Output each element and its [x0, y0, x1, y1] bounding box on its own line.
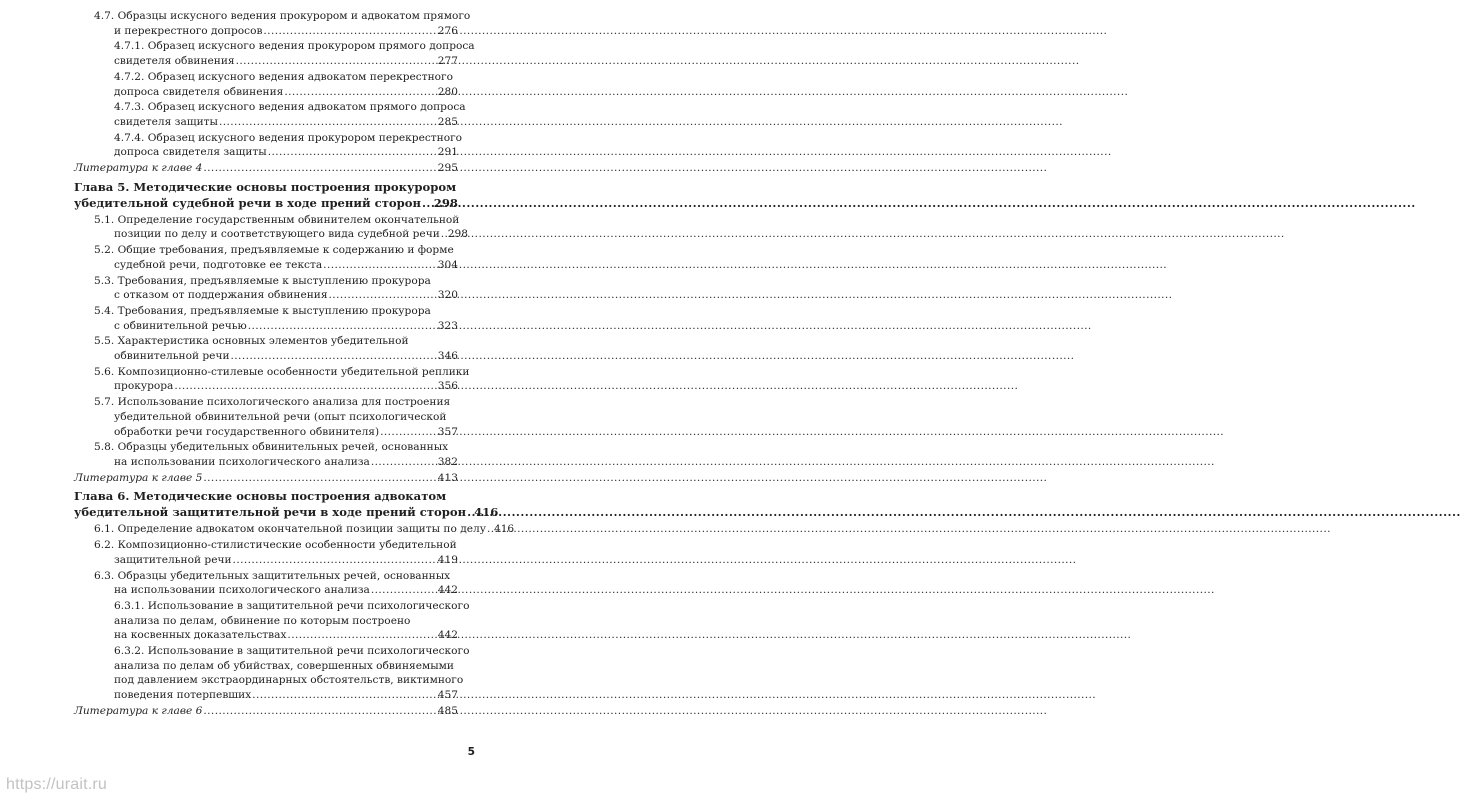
toc-line [114, 39, 475, 54]
toc-text: защитительной речи [114, 553, 232, 566]
toc-line [74, 161, 458, 176]
toc-text: позиции по делу и соответствующего вида судебной речи [114, 228, 440, 241]
toc-page-number: 276 [437, 24, 458, 37]
toc-line [94, 522, 515, 537]
dot-leader [231, 349, 437, 364]
dot-leader [219, 115, 437, 130]
toc-text: 6.3.2. Использование в защитительной речи психологического [114, 645, 470, 658]
toc-line [114, 688, 458, 703]
toc-page-number: 457 [437, 689, 458, 702]
toc-entry[interactable] [74, 70, 458, 99]
toc-line [114, 659, 458, 674]
toc-text: 6.3. Образцы убедительных защитительных речей, основанных [94, 569, 451, 582]
toc-line [94, 243, 458, 258]
toc-page-number: 295 [437, 162, 458, 175]
toc-page-number: 419 [437, 553, 458, 566]
toc-text: анализа по делам, обвинение по которым построено [114, 614, 411, 627]
toc-line [74, 179, 458, 195]
dot-leader [248, 319, 437, 334]
toc-page-number: 357 [437, 425, 458, 438]
toc-page-number: 416 [474, 505, 499, 520]
toc-text: анализа по делам об убийствах, совершенных обвиняемыми [114, 659, 454, 672]
toc-page-number: 285 [437, 115, 458, 128]
toc-page-number: 442 [437, 584, 458, 597]
toc-text: 4.7.2. Образец искусного ведения адвокатом перекрестного [114, 70, 453, 83]
toc-entry[interactable] [74, 395, 458, 439]
toc-line [94, 227, 468, 242]
toc-page-number: 413 [437, 471, 458, 484]
toc-text: убедительной защитительной речи в ходе прений сторон [74, 505, 467, 520]
toc-text: Литература к главе 4 [74, 162, 203, 175]
toc-text: 6.2. Композиционно-стилистические особенности убедительной [94, 539, 457, 552]
dot-leader [329, 288, 437, 303]
toc-text: обвинительной речи [114, 350, 230, 363]
toc-text: с обвинительной речью [114, 319, 247, 332]
toc-entry[interactable] [74, 9, 471, 38]
toc-text: Глава 5. Методические основы построения прокурором [74, 179, 457, 194]
toc-line [114, 85, 458, 100]
toc-entry[interactable] [74, 365, 470, 394]
toc-line [94, 410, 458, 425]
toc-line [94, 379, 458, 394]
toc-literature[interactable] [74, 161, 458, 176]
toc-page-number: 304 [437, 258, 458, 271]
toc-text: 5.3. Требования, предъявляемые к выступлению прокурора [94, 274, 431, 287]
toc-line [94, 455, 458, 470]
toc-line [94, 258, 458, 273]
dot-leader [323, 258, 437, 273]
toc-line [94, 304, 458, 319]
toc-line [114, 599, 470, 614]
toc-entry[interactable] [74, 599, 470, 643]
toc-line [114, 100, 466, 115]
toc-page-number: 298 [433, 195, 458, 210]
toc-line [94, 569, 458, 584]
toc-line [74, 488, 458, 504]
dot-leader [203, 471, 436, 486]
dot-leader [422, 195, 433, 211]
dot-leader [268, 145, 437, 160]
toc-text: свидетеля защиты [114, 115, 218, 128]
toc-text: под давлением экстраординарных обстоятельств, виктимного [114, 674, 464, 687]
toc-entry[interactable] [74, 39, 475, 68]
toc-line [114, 131, 463, 146]
toc-text: убедительной обвинительной речи (опыт психологической [114, 410, 447, 423]
dot-leader [441, 227, 447, 242]
toc-line [94, 553, 458, 568]
toc-line [94, 538, 458, 553]
toc-text: 5.5. Характеристика основных элементов убедительной [94, 335, 409, 348]
dot-leader [380, 425, 437, 440]
toc-text: 5.1. Определение государственным обвинителем окончательной [94, 213, 460, 226]
toc-text: 5.7. Использование психологического анализа для построения [94, 396, 451, 409]
toc-line [114, 628, 458, 643]
toc-literature[interactable] [74, 471, 458, 486]
toc-text: 4.7. Образцы искусного ведения прокурором и адвокатом прямого [94, 10, 471, 22]
toc-text: Глава 6. Методические основы построения адвокатом [74, 489, 447, 504]
toc-text: обработки речи государственного обвинителя) [114, 425, 380, 438]
toc-text: 4.7.3. Образец искусного ведения адвокатом прямого допроса [114, 101, 466, 114]
dot-leader [371, 583, 437, 598]
watermark-url: https://urait.ru [6, 776, 108, 793]
table-of-contents [74, 9, 515, 720]
toc-chapter[interactable] [74, 179, 458, 211]
toc-line [94, 213, 458, 228]
toc-text: Литература к главе 5 [74, 471, 203, 484]
dot-leader [203, 161, 436, 176]
toc-line [114, 115, 458, 130]
toc-text: свидетеля обвинения [114, 55, 235, 68]
toc-line [114, 673, 464, 688]
toc-line [114, 70, 458, 85]
toc-page-number: 277 [437, 55, 458, 68]
toc-line [74, 704, 458, 719]
toc-line [94, 583, 458, 598]
toc-text: на использовании психологического анализа [114, 455, 370, 468]
toc-line [94, 334, 458, 349]
toc-entry[interactable] [74, 644, 470, 703]
toc-chapter[interactable] [74, 488, 499, 520]
toc-line [94, 9, 471, 24]
dot-leader [174, 379, 436, 394]
toc-entry[interactable] [74, 131, 463, 160]
dot-leader [233, 553, 437, 568]
toc-page-number: 382 [437, 455, 458, 468]
dot-leader [487, 522, 493, 537]
toc-text: 5.4. Требования, предъявляемые к выступлению прокурора [94, 304, 431, 317]
toc-text: убедительной судебной речи в ходе прений сторон [74, 195, 421, 210]
toc-line [74, 195, 458, 211]
toc-literature[interactable] [74, 704, 458, 719]
toc-text: 6.1. Определение адвокатом окончательной позиции защиты по делу [94, 523, 486, 536]
toc-page-number: 280 [437, 85, 458, 98]
toc-text: 5.6. Композиционно-стилевые особенности убедительной реплики [94, 365, 470, 378]
toc-text: прокурора [114, 380, 174, 393]
dot-leader [236, 54, 437, 69]
toc-text: допроса свидетеля защиты [114, 146, 267, 159]
toc-line [114, 54, 458, 69]
toc-text: на использовании психологического анализа [114, 584, 370, 597]
toc-entry[interactable] [74, 243, 458, 272]
toc-entry[interactable] [74, 100, 466, 129]
toc-page-number: 346 [437, 350, 458, 363]
toc-line [94, 425, 458, 440]
toc-text: 4.7.1. Образец искусного ведения прокурором прямого допроса [114, 40, 475, 53]
dot-leader [263, 24, 436, 39]
page-number: 5 [467, 746, 475, 758]
toc-text: судебной речи, подготовке ее текста [114, 258, 323, 271]
toc-line [94, 349, 458, 364]
dot-leader [203, 704, 436, 719]
toc-line [114, 145, 458, 160]
toc-line [94, 395, 458, 410]
dot-leader [252, 688, 437, 703]
toc-text: 6.3.1. Использование в защитительной речи психологического [114, 599, 470, 612]
toc-page-number: 320 [437, 289, 458, 302]
dot-leader [467, 504, 473, 520]
toc-line [94, 440, 458, 455]
toc-page-number: 356 [437, 380, 458, 393]
toc-entry[interactable] [74, 538, 458, 567]
toc-text: 4.7.4. Образец искусного ведения прокурором перекрестного [114, 131, 463, 144]
toc-entry[interactable] [74, 213, 468, 242]
dot-leader [287, 628, 436, 643]
toc-entry[interactable] [74, 440, 458, 469]
toc-line [94, 365, 470, 380]
toc-entry[interactable] [74, 522, 515, 537]
toc-line [94, 274, 458, 289]
toc-line [94, 24, 458, 39]
toc-page-number: 485 [437, 704, 458, 717]
toc-line [74, 504, 499, 520]
toc-text: с отказом от поддержания обвинения [114, 289, 328, 302]
toc-page-number: 323 [437, 319, 458, 332]
toc-line [74, 471, 458, 486]
toc-page-number: 416 [493, 523, 515, 536]
toc-page-number: 291 [437, 146, 458, 159]
toc-text: Литература к главе 6 [74, 704, 203, 717]
toc-text: и перекрестного допросов [114, 24, 263, 37]
toc-entry[interactable] [74, 569, 458, 598]
toc-text: 5.8. Образцы убедительных обвинительных речей, основанных [94, 441, 449, 454]
toc-text: на косвенных доказательствах [114, 629, 287, 642]
toc-entry[interactable] [74, 304, 458, 333]
toc-line [94, 288, 458, 303]
toc-entry[interactable] [74, 334, 458, 363]
toc-page-number: 298 [447, 228, 468, 241]
toc-page-number: 442 [437, 629, 458, 642]
toc-line [114, 614, 458, 629]
toc-text: 5.2. Общие требования, предъявляемые к содержанию и форме [94, 244, 454, 257]
toc-text: поведения потерпевших [114, 689, 252, 702]
toc-entry[interactable] [74, 274, 458, 303]
dot-leader [284, 85, 436, 100]
toc-line [114, 644, 470, 659]
dot-leader [371, 455, 437, 470]
toc-line [94, 319, 458, 334]
toc-text: допроса свидетеля обвинения [114, 85, 284, 98]
